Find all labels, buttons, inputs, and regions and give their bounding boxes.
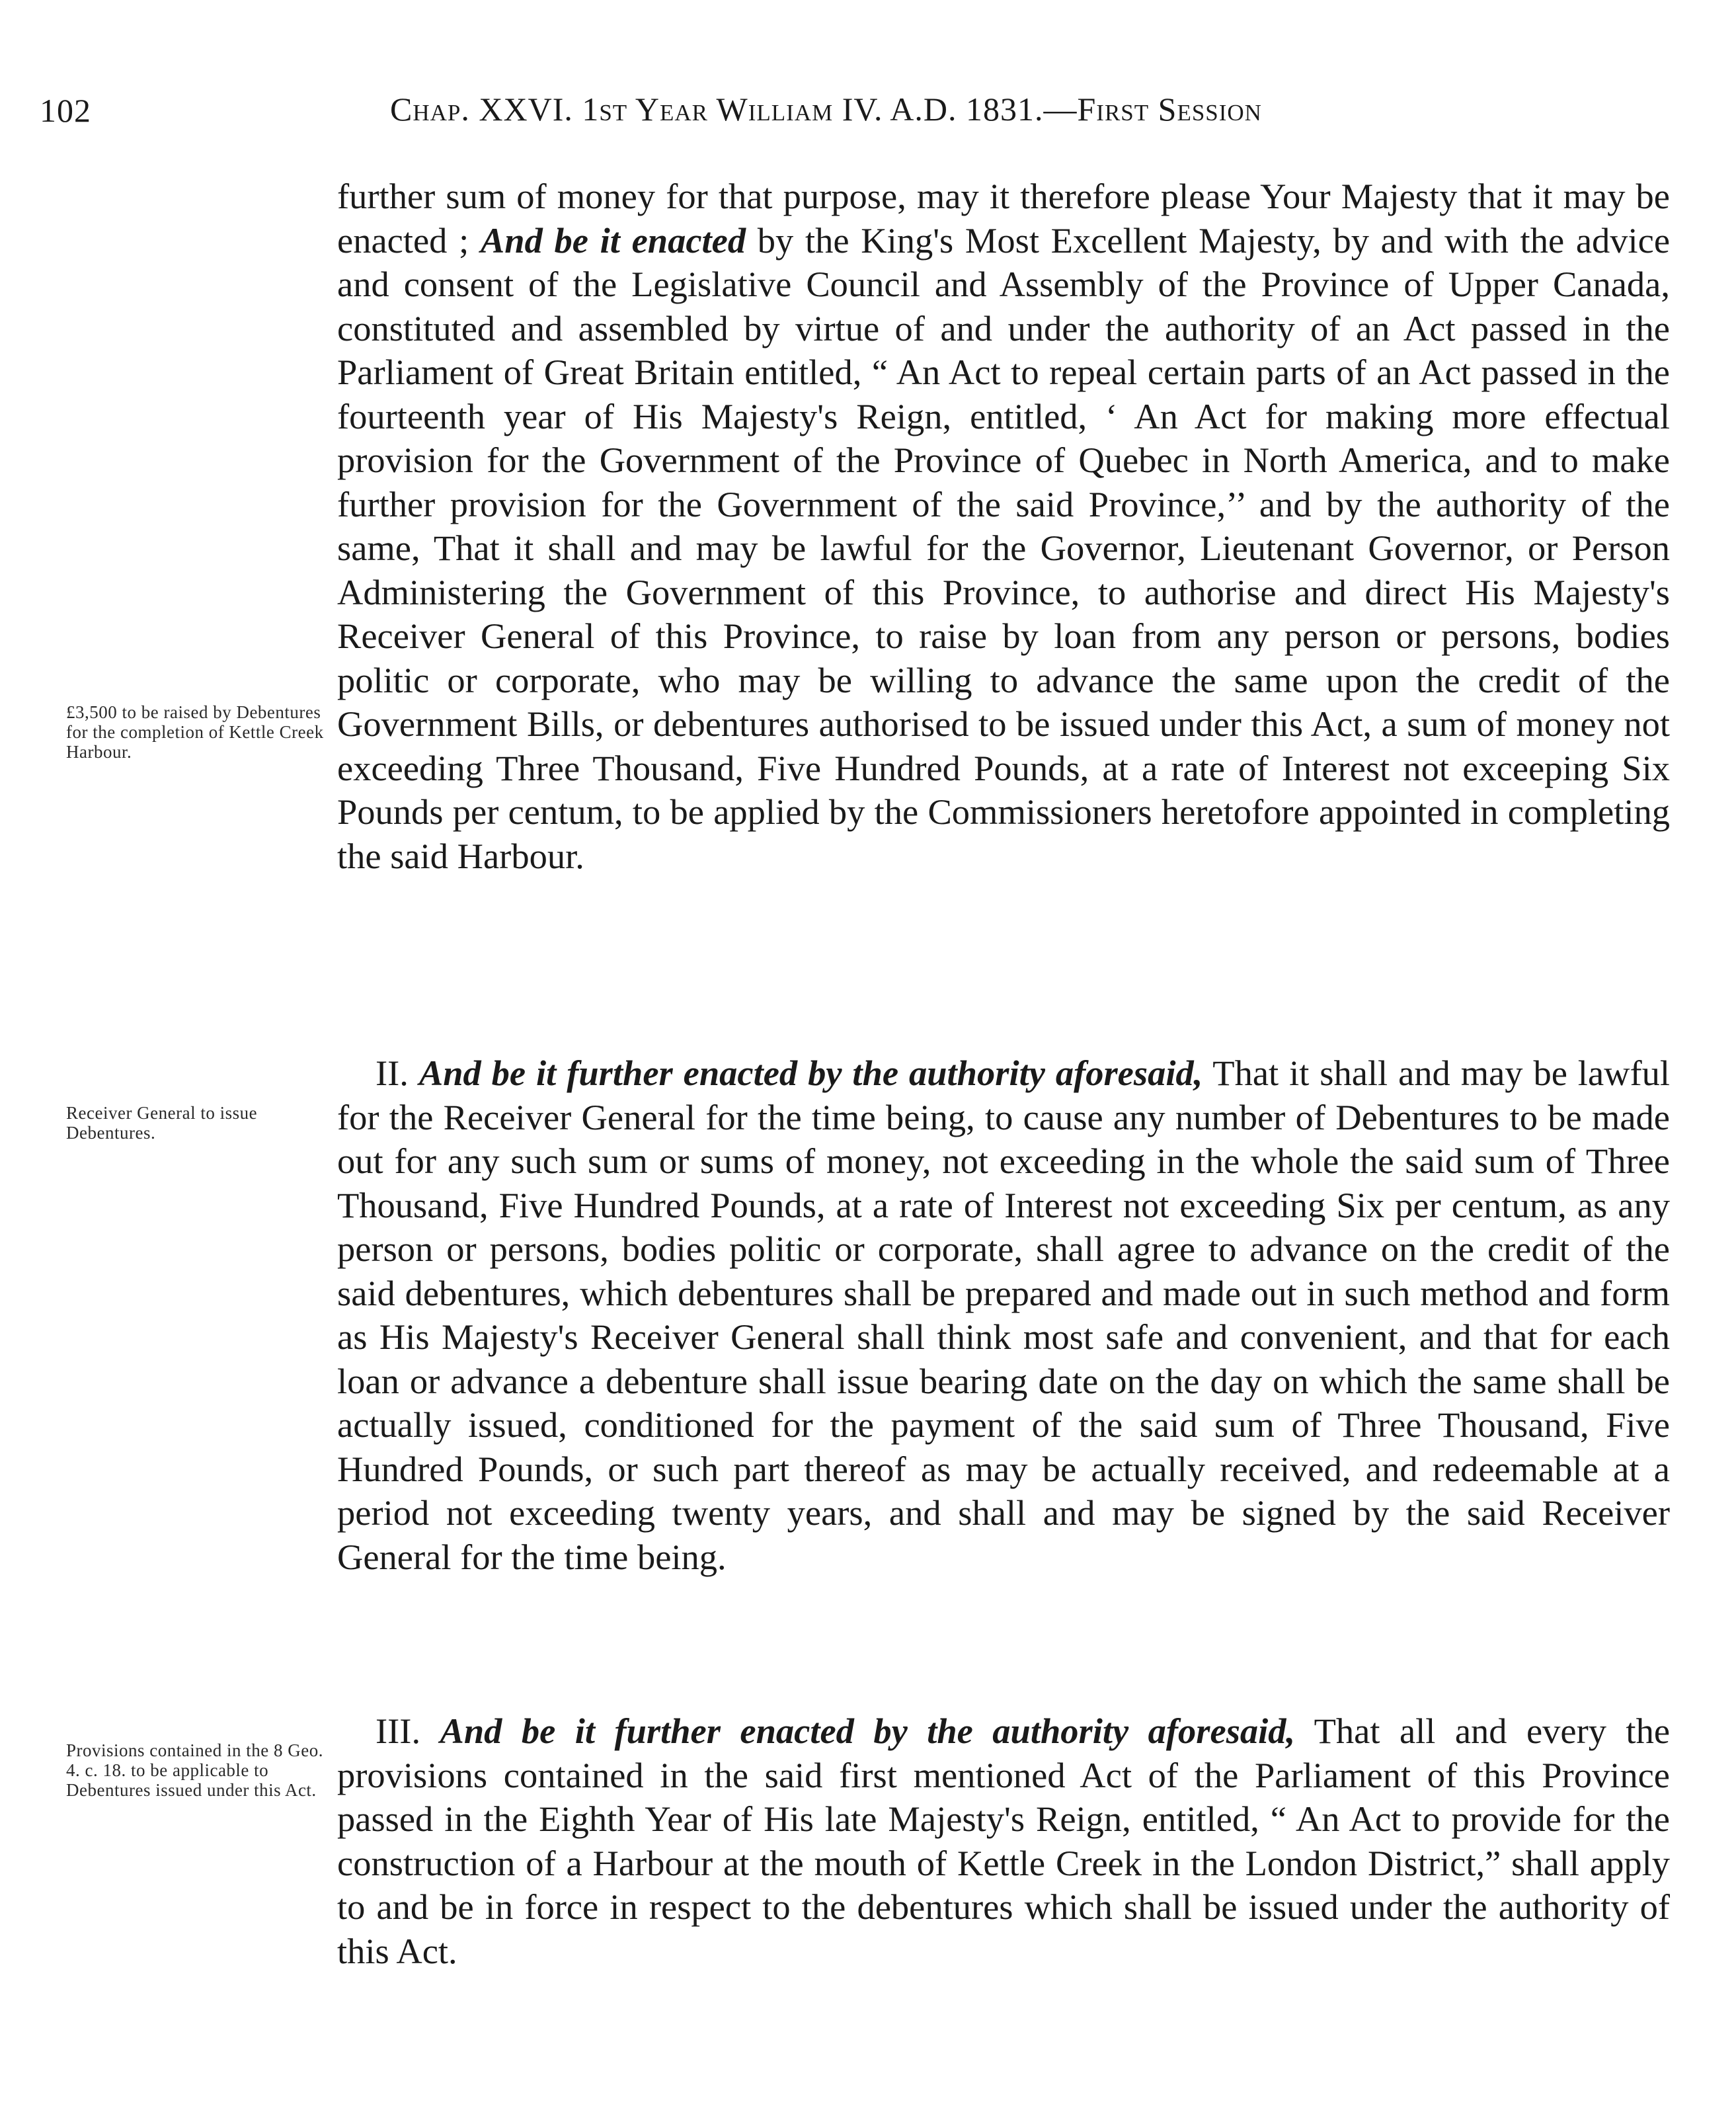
section-text: That it shall and may be lawful for the Receiver General for the time being, to cause any number of Debentures to be made out for any such sum or sums of money, not exceeding in the whole the said sum of Three Thousand, Five Hundred Pounds, at a rate of Interest not exceeding Six per centum, as any person or persons, bodies politic or corporate, shall agree to advance on the credit of the said debentures, which debentures shall be prepared and made out in such method and form as His Majesty's Receiver General shall think most safe and convenient, and that for each loan or advance a debenture shall issue bearing date on the day on which the same shall be actually issued, conditioned for the payment of the said sum of Three Thousand, Five Hundred Pounds, or such part thereof as may be actually received, and redeemable at a period not exceeding twenty years, and shall and may be signed by the said Receiver General for the time being. [337, 1053, 1671, 1577]
running-head-year: 1st Year William IV. [582, 91, 883, 128]
running-head-date: A.D. 1831. [890, 91, 1044, 128]
paragraph-section-3 [337, 1709, 1670, 1973]
margin-note-loan: £3,500 to be raised by Debentures for the completion of Kettle Creek Harbour. [66, 702, 324, 762]
enacting-clause: And be it further enacted by the authority aforesaid, [440, 1711, 1296, 1751]
running-head [390, 90, 1686, 128]
section-number: II. [375, 1053, 409, 1093]
section-number: III. [375, 1711, 421, 1751]
enacting-clause: And be it further enacted by the authority aforesaid, [418, 1053, 1203, 1093]
running-head-session: —First Session [1043, 91, 1262, 128]
paragraph-section-2 [337, 1051, 1670, 1579]
preamble-enactment-text: by the King's Most Excellent Majesty, by and with the advice and consent of the Legislative Council and Assembly of the Province of Upper Canada, constituted and assembled by virtue of and under the authority of an Act passed in the Parliament of Great Britain entitled, “ An Act to repeal certain parts of an Act passed in the fourteenth year of His Majesty's Reign, entitled, ‘ An Act for making more effectual provision for the Government of the Province of Quebec in North America, and to make further provision for the Government of the said Province,’’ and by the authority of the same, That it shall and may be lawful for the Governor, Lieutenant Governor, or Person Administering the Government of this Province, to authorise and direct His Majesty's Receiver General of this Province, to raise by loan from any person or persons, bodies politic or corporate, who may be willing to advance the same upon the credit of the Government Bills, or debentures authorised to be issued under this Act, a sum of money not exceeding Three Thousand, Five Hundred Pounds, at a rate of Interest not exceeping Six Pounds per centum, to be applied by the Commissioners heretofore appointed in completing the said Harbour. [337, 220, 1671, 876]
enacting-clause: And be it enacted [480, 220, 746, 261]
running-head-chapter: Chap. XXVI. [390, 91, 573, 128]
preamble-text: further sum of money for that purpose, may it therefore please Your Majesty that it may be enacted ; [337, 176, 1670, 261]
section-text: That all and every the provisions contained in the said first mentioned Act of the Parliament of this Province passed in the Eighth Year of His late Majesty's Reign, entitled, “ An Act to provide for the construction of a Harbour at the mouth of Kettle Creek in the London District,” shall apply to and be in force in respect to the debentures which shall be issued under the authority of this Act. [337, 1711, 1671, 1971]
page-number: 102 [40, 92, 91, 129]
margin-note-provisions: Provisions contained in the 8 Geo. 4. c. 18. to be applicable to Debentures issued under this Act. [66, 1740, 323, 1800]
paragraph-preamble [337, 175, 1670, 878]
margin-note-receiver-general: Receiver General to issue Debentures. [66, 1103, 258, 1143]
